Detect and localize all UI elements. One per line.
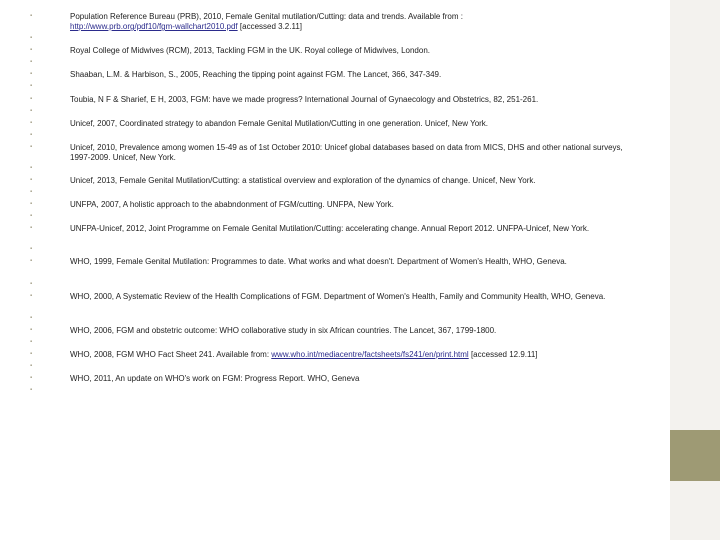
- reference-link[interactable]: www.who.int/mediacentre/factsheets/fs241/en/print.html: [271, 350, 469, 359]
- bullet: ▪: [30, 120, 33, 126]
- bullet: ▪: [30, 281, 33, 287]
- reference-text: Population Reference Bureau (PRB), 2010, Female Genital mutilation/Cutting: data and trends. Available from :: [70, 12, 463, 21]
- bullet: ▪: [30, 177, 33, 183]
- bullet: ▪: [30, 59, 33, 65]
- bullet: ▪: [30, 339, 33, 345]
- bullet: ▪: [30, 246, 33, 252]
- reference-item: UNFPA, 2007, A holistic approach to the ababndonment of FGM/cutting. UNFPA, New York.: [70, 200, 394, 209]
- bullet: ▪: [30, 71, 33, 77]
- reference-text: WHO, 2008, FGM WHO Fact Sheet 241. Available from:: [70, 350, 270, 359]
- bullet: ▪: [30, 108, 33, 114]
- side-panel-bottom: [670, 481, 720, 540]
- bullet: ▪: [30, 35, 33, 41]
- bullet: ▪: [30, 13, 33, 19]
- reference-item: Shaaban, L.M. & Harbison, S., 2005, Reaching the tipping point against FGM. The Lancet, 366, 347-349.: [70, 70, 442, 79]
- bullet: ▪: [30, 327, 33, 333]
- side-panel-top: [670, 0, 720, 430]
- side-panel-accent: [670, 430, 720, 481]
- bullet: ▪: [30, 96, 33, 102]
- reference-item: Unicef, 2007, Coordinated strategy to abandon Female Genital Mutilation/Cutting in one generation. Unicef, New York.: [70, 119, 489, 128]
- reference-item: Unicef, 2010, Prevalence among women 15-49 as of 1st October 2010: Unicef global databases based on data from MICS, DHS and other national surveys, 1997-2009. Unicef, New York.: [70, 143, 623, 162]
- bullet: ▪: [30, 293, 33, 299]
- reference-item: [70, 12, 630, 32]
- bullet: ▪: [30, 201, 33, 207]
- reference-item: WHO, 2000, A Systematic Review of the Health Complications of FGM. Department of Women's Health, Family and Community Health, WHO, Geneva.: [70, 292, 606, 301]
- bullet: ▪: [30, 351, 33, 357]
- bullet: ▪: [30, 315, 33, 321]
- bullet: ▪: [30, 363, 33, 369]
- bullet: ▪: [30, 375, 33, 381]
- reference-item: [70, 350, 630, 360]
- reference-link[interactable]: http://www.prb.org/pdf10/fgm-wallchart2010.pdf: [70, 22, 238, 31]
- reference-accessed: [accessed 12.9.11]: [470, 350, 538, 359]
- bullet: ▪: [30, 213, 33, 219]
- reference-item: Royal College of Midwives (RCM), 2013, Tackling FGM in the UK. Royal college of Midwives, London.: [70, 46, 431, 55]
- bullet: ▪: [30, 47, 33, 53]
- reference-item: WHO, 1999, Female Genital Mutilation: Programmes to date. What works and what doesn't. Department of Women's Health, WHO, Geneva.: [70, 257, 567, 266]
- bullet: ▪: [30, 225, 33, 231]
- reference-item: WHO, 2011, An update on WHO's work on FGM: Progress Report. WHO, Geneva: [70, 374, 360, 383]
- bullet: ▪: [30, 189, 33, 195]
- bullet: ▪: [30, 165, 33, 171]
- reference-item: UNFPA-Unicef, 2012, Joint Programme on Female Genital Mutilation/Cutting: accelerating change. Annual Report 2012. UNFPA-Unicef, New York.: [70, 224, 590, 233]
- bullet: ▪: [30, 258, 33, 264]
- reference-item: WHO, 2006, FGM and obstetric outcome: WHO collaborative study in six African countries. The Lancet, 367, 1799-1800.: [70, 326, 497, 335]
- bullet: ▪: [30, 132, 33, 138]
- bullet: ▪: [30, 144, 33, 150]
- reference-item: Toubia, N F & Sharief, E H, 2003, FGM: have we made progress? International Journal of Gynaecology and Obstetrics, 82, 251-261.: [70, 95, 539, 104]
- bullet: ▪: [30, 83, 33, 89]
- reference-accessed: [accessed 3.2.11]: [239, 22, 303, 31]
- bullet: ▪: [30, 387, 33, 393]
- reference-item: Unicef, 2013, Female Genital Mutilation/Cutting: a statistical overview and exploration of the dynamics of change. Unicef, New York.: [70, 176, 536, 185]
